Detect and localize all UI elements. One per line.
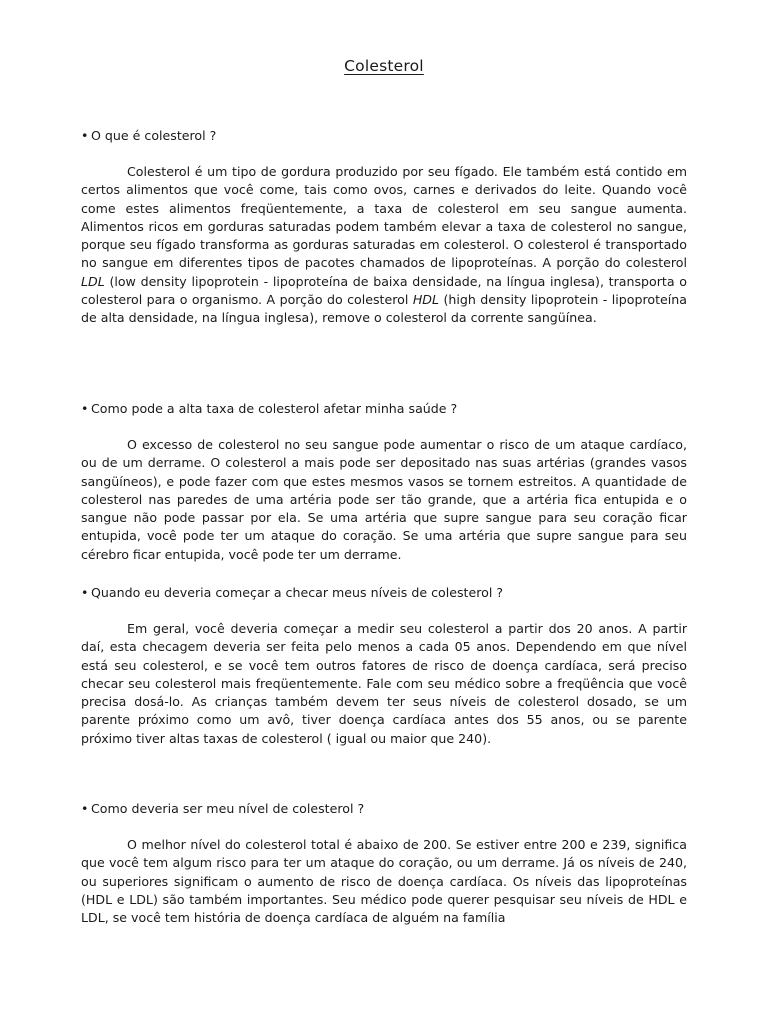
page-title: Colesterol [344,57,424,75]
question-ideal-level [81,800,691,818]
question-what-is-cholesterol [81,127,691,145]
question-text: O que é colesterol ? [91,128,217,143]
question-health-effects [81,400,691,418]
question-text: Como pode a alta taxa de colesterol afetar minha saúde ? [91,401,458,416]
bullet-icon: • [81,801,89,816]
paragraph-what-is-cholesterol [81,163,687,328]
bullet-icon: • [81,401,89,416]
bullet-icon: • [81,128,89,143]
paragraph-text: (high density lipoprotein - lipoproteína de alta densidade, na língua inglesa), remove o colesterol da corrente sangüínea. [81,292,687,326]
paragraph-when-to-check: Em geral, você deveria começar a medir seu colesterol a partir dos 20 anos. A partir daí, esta checagem deveria ser feita pelo menos a cada 05 anos. Dependendo em que nível está seu colesterol, e se você tem outros fatores de risco de doença cardíaca, será preciso checar seu colesterol mais freqüentemente. Fale com seu médico sobre a freqüência que você precisa dosá-lo. As crianças também devem ter seus níveis de colesterol dosado, se um parente próximo como um avô, tiver doença cardíaca antes dos 55 anos, ou se parente próximo tiver altas taxas de colesterol ( igual ou maior que 240). [81,621,687,746]
question-when-to-check [81,584,691,602]
question-text: Como deveria ser meu nível de colesterol ? [91,801,365,816]
paragraph-ideal-level: O melhor nível do colesterol total é abaixo de 200. Se estiver entre 200 e 239, significa que você tem algum risco para ter um ataque do coração, ou um derrame. Já os níveis de 240, ou superiores significam o aumento de risco de doença cardíaca. Os níveis das lipoproteínas (HDL e LDL) são também importantes. Seu médico pode querer pesquisar seu níveis de HDL e LDL, se você tem história de doença cardíaca de alguém na família [81,837,687,926]
hdl-term: HDL [412,292,439,308]
paragraph-health-effects: O excesso de colesterol no seu sangue pode aumentar o risco de um ataque cardíaco, ou de um derrame. O colesterol a mais pode ser depositado nas suas artérias (grandes vasos sangüíneos), e pode fazer com que estes mesmos vasos se tornem estreitos. A quantidade de colesterol nas paredes de uma artéria pode ser tão grande, que a artéria fica entupida e o sangue não pode passar por ela. Se uma artéria que supre sangue para seu coração ficar entupida, você pode ter um ataque do coração. Se uma artéria que supre sangue para seu cérebro ficar entupida, você pode ter um derrame. [81,437,687,562]
bullet-icon: • [81,585,89,600]
paragraph-text: Colesterol é um tipo de gordura produzido por seu fígado. Ele também está contido em certos alimentos que você come, tais como ovos, carnes e derivados do leite. Quando você come estes alimentos freqüentemente, a taxa de colesterol em seu sangue aumenta. Alimentos ricos em gorduras saturadas podem também elevar a taxa de colesterol no sangue, porque seu fígado transforma as gorduras saturadas em colesterol. O colesterol é transportado no sangue em diferentes tipos de pacotes chamados de lipoproteínas. A porção do colesterol [81,164,687,271]
question-text: Quando eu deveria começar a checar meus níveis de colesterol ? [91,585,504,600]
ldl-term: LDL [81,273,105,289]
paragraph-text: (low density lipoprotein - lipoproteína de baixa densidade, na língua inglesa), transporta o colesterol para o organismo. A porção do colesterol [81,273,687,308]
